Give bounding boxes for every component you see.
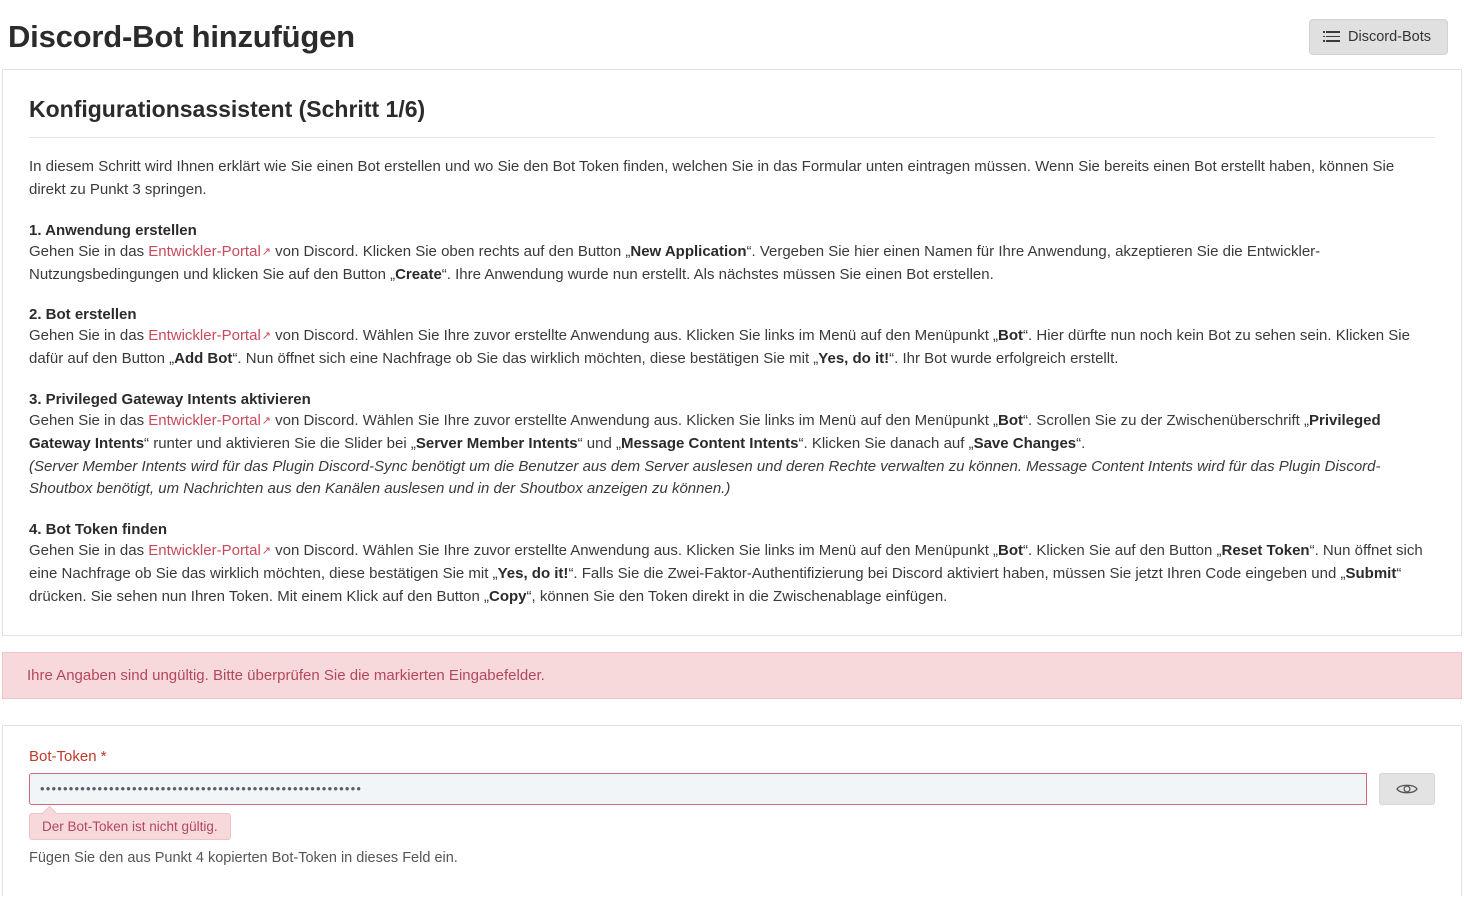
- toggle-visibility-button[interactable]: [1379, 773, 1435, 805]
- step-4-title: 4. Bot Token finden: [29, 521, 168, 539]
- bot-token-error: Der Bot-Token ist nicht gültig.: [29, 813, 231, 840]
- step-3-bold-3: Server Member Intents: [415, 434, 578, 452]
- divider: [29, 137, 1435, 138]
- entwickler-portal-link-1-label: Entwickler-Portal: [148, 242, 261, 260]
- wizard-step-1: [29, 222, 1435, 287]
- external-link-icon: ↗: [261, 414, 271, 427]
- step-1-title: 1. Anwendung erstellen: [29, 221, 197, 239]
- list-icon: [1326, 31, 1340, 42]
- entwickler-portal-link-4[interactable]: [148, 542, 271, 559]
- discord-bots-button[interactable]: [1309, 19, 1448, 55]
- step-2-bold-2: Add Bot: [174, 350, 233, 368]
- step-3-body-1: von Discord. Wählen Sie Ihre zuvor erstellte Anwendung aus. Klicken Sie links im Menü auf den Menüpunkt „: [271, 411, 999, 429]
- wizard-step-2: [29, 306, 1435, 371]
- entwickler-portal-link-2[interactable]: [148, 327, 271, 344]
- entwickler-portal-link-4-label: Entwickler-Portal: [148, 542, 261, 560]
- step-4-bold-1: Bot: [998, 542, 1024, 560]
- step-3-body-6: “.: [1076, 434, 1086, 452]
- step-2-body-1: von Discord. Wählen Sie Ihre zuvor erstellte Anwendung aus. Klicken Sie links im Menü auf den Menüpunkt „: [271, 327, 999, 345]
- step-2-title: 2. Bot erstellen: [29, 306, 137, 324]
- step-2-bold-3: Yes, do it!: [818, 350, 890, 368]
- step-1-body-3: “. Ihre Anwendung wurde nun erstellt. Als nächstes müssen Sie einen Bot erstellen.: [441, 265, 994, 283]
- eye-icon: [1396, 782, 1418, 796]
- step-2-bold-1: Bot: [998, 327, 1024, 345]
- step-4-body-4: “. Falls Sie die Zwei-Faktor-Authentifizierung bei Discord aktiviert haben, müssen Sie jetzt Ihren Code eingeben und „: [568, 564, 1346, 582]
- external-link-icon: ↗: [261, 545, 271, 558]
- bot-token-input[interactable]: [29, 773, 1367, 805]
- step-1-prefix: Gehen Sie in das: [29, 242, 149, 260]
- entwickler-portal-link-3-label: Entwickler-Portal: [148, 411, 261, 429]
- step-4-bold-5: Copy: [489, 587, 527, 605]
- step-3-bold-2: Privileged Gateway Intents: [29, 411, 1381, 452]
- step-4-body-6: “, können Sie den Token direkt in die Zwischenablage einfügen.: [526, 587, 948, 605]
- step-4-prefix: Gehen Sie in das: [29, 542, 149, 560]
- page-header: [0, 0, 1464, 69]
- step-3-body-4: “ und „: [577, 434, 621, 452]
- step-1-bold-1: New Application: [630, 242, 747, 260]
- wizard-panel: [2, 69, 1462, 635]
- step-4-body-1: von Discord. Wählen Sie Ihre zuvor erstellte Anwendung aus. Klicken Sie links im Menü auf den Menüpunkt „: [271, 542, 999, 560]
- page-title: Discord-Bot hinzufügen: [8, 19, 355, 54]
- step-4-text: [29, 540, 1435, 608]
- step-2-body-2: “. Hier dürfte nun noch kein Bot zu sehen sein. Klicken Sie dafür auf den Button „: [29, 327, 1410, 368]
- step-4-bold-3: Yes, do it!: [497, 564, 569, 582]
- step-1-bold-2: Create: [395, 265, 442, 283]
- wizard-intro: In diesem Schritt wird Ihnen erklärt wie Sie einen Bot erstellen und wo Sie den Bot Token finden, welchen Sie in das Formular unten eintragen müssen. Wenn Sie bereits einen Bot erstellt haben, können Sie direkt zu Punkt 3 springen.: [29, 158, 1395, 198]
- wizard-step-4: [29, 521, 1435, 608]
- wizard-title: Konfigurationsassistent (Schritt 1/6): [29, 96, 426, 123]
- step-1-body-2: “. Vergeben Sie hier einen Namen für Ihre Anwendung, akzeptieren Sie die Entwickler-Nutzungsbedingungen und klicken Sie auf den Button „: [29, 242, 1321, 283]
- bot-token-form: [2, 725, 1462, 896]
- step-3-body-2: “. Scrollen Sie zu der Zwischenüberschrift „: [1023, 411, 1309, 429]
- step-4-body-5: “ drücken. Sie sehen nun Ihren Token. Mit einem Klick auf den Button „: [29, 564, 1402, 605]
- wizard-step-3: [29, 391, 1435, 501]
- entwickler-portal-link-3[interactable]: [148, 412, 271, 429]
- step-4-body-3: “. Nun öffnet sich eine Nachfrage ob Sie das wirklich möchten, diese bestätigen Sie mit „: [29, 542, 1423, 582]
- entwickler-portal-link-1[interactable]: [148, 243, 271, 260]
- discord-bots-button-label: Discord-Bots: [1348, 28, 1431, 45]
- step-2-prefix: Gehen Sie in das: [29, 327, 149, 345]
- step-1-body-1: von Discord. Klicken Sie oben rechts auf den Button „: [271, 242, 631, 260]
- step-3-text: [29, 410, 1435, 456]
- step-2-text: [29, 325, 1435, 371]
- entwickler-portal-link-2-label: Entwickler-Portal: [148, 327, 261, 345]
- step-3-bold-5: Save Changes: [973, 434, 1077, 452]
- step-3-prefix: Gehen Sie in das: [29, 411, 149, 429]
- step-3-bold-1: Bot: [998, 411, 1024, 429]
- step-2-body-4: “. Ihr Bot wurde erfolgreich erstellt.: [889, 350, 1119, 368]
- step-1-text: [29, 241, 1435, 287]
- step-3-body-3: “ runter und aktivieren Sie die Slider bei „: [144, 434, 416, 452]
- step-3-body-5: “. Klicken Sie danach auf „: [798, 434, 974, 452]
- bot-token-input-row: [29, 773, 1435, 805]
- step-4-body-2: “. Klicken Sie auf den Button „: [1023, 542, 1222, 560]
- external-link-icon: ↗: [261, 245, 271, 258]
- external-link-icon: ↗: [261, 330, 271, 343]
- step-4-bold-2: Reset Token: [1221, 542, 1310, 560]
- step-3-title: 3. Privileged Gateway Intents aktivieren: [29, 390, 311, 408]
- step-4-bold-4: Submit: [1345, 564, 1397, 582]
- step-3-note: (Server Member Intents wird für das Plugin Discord-Sync benötigt um die Benutzer aus dem Server auslesen und deren Rechte verwalten zu können. Message Content Intents wird für das Plugin Discord-Shoutbox benötigt, um Nachrichten aus den Kanälen auslesen und in der Shoutbox anzeigen zu können.): [29, 457, 1381, 498]
- validation-alert: Ihre Angaben sind ungültig. Bitte überprüfen Sie die markierten Eingabefelder.: [2, 652, 1462, 699]
- step-2-body-3: “. Nun öffnet sich eine Nachfrage ob Sie das wirklich möchten, diese bestätigen Sie mit „: [232, 350, 819, 368]
- bot-token-help: Fügen Sie den aus Punkt 4 kopierten Bot-Token in dieses Feld ein.: [29, 849, 458, 866]
- bot-token-label: Bot-Token *: [29, 747, 107, 765]
- step-3-bold-4: Message Content Intents: [620, 434, 799, 452]
